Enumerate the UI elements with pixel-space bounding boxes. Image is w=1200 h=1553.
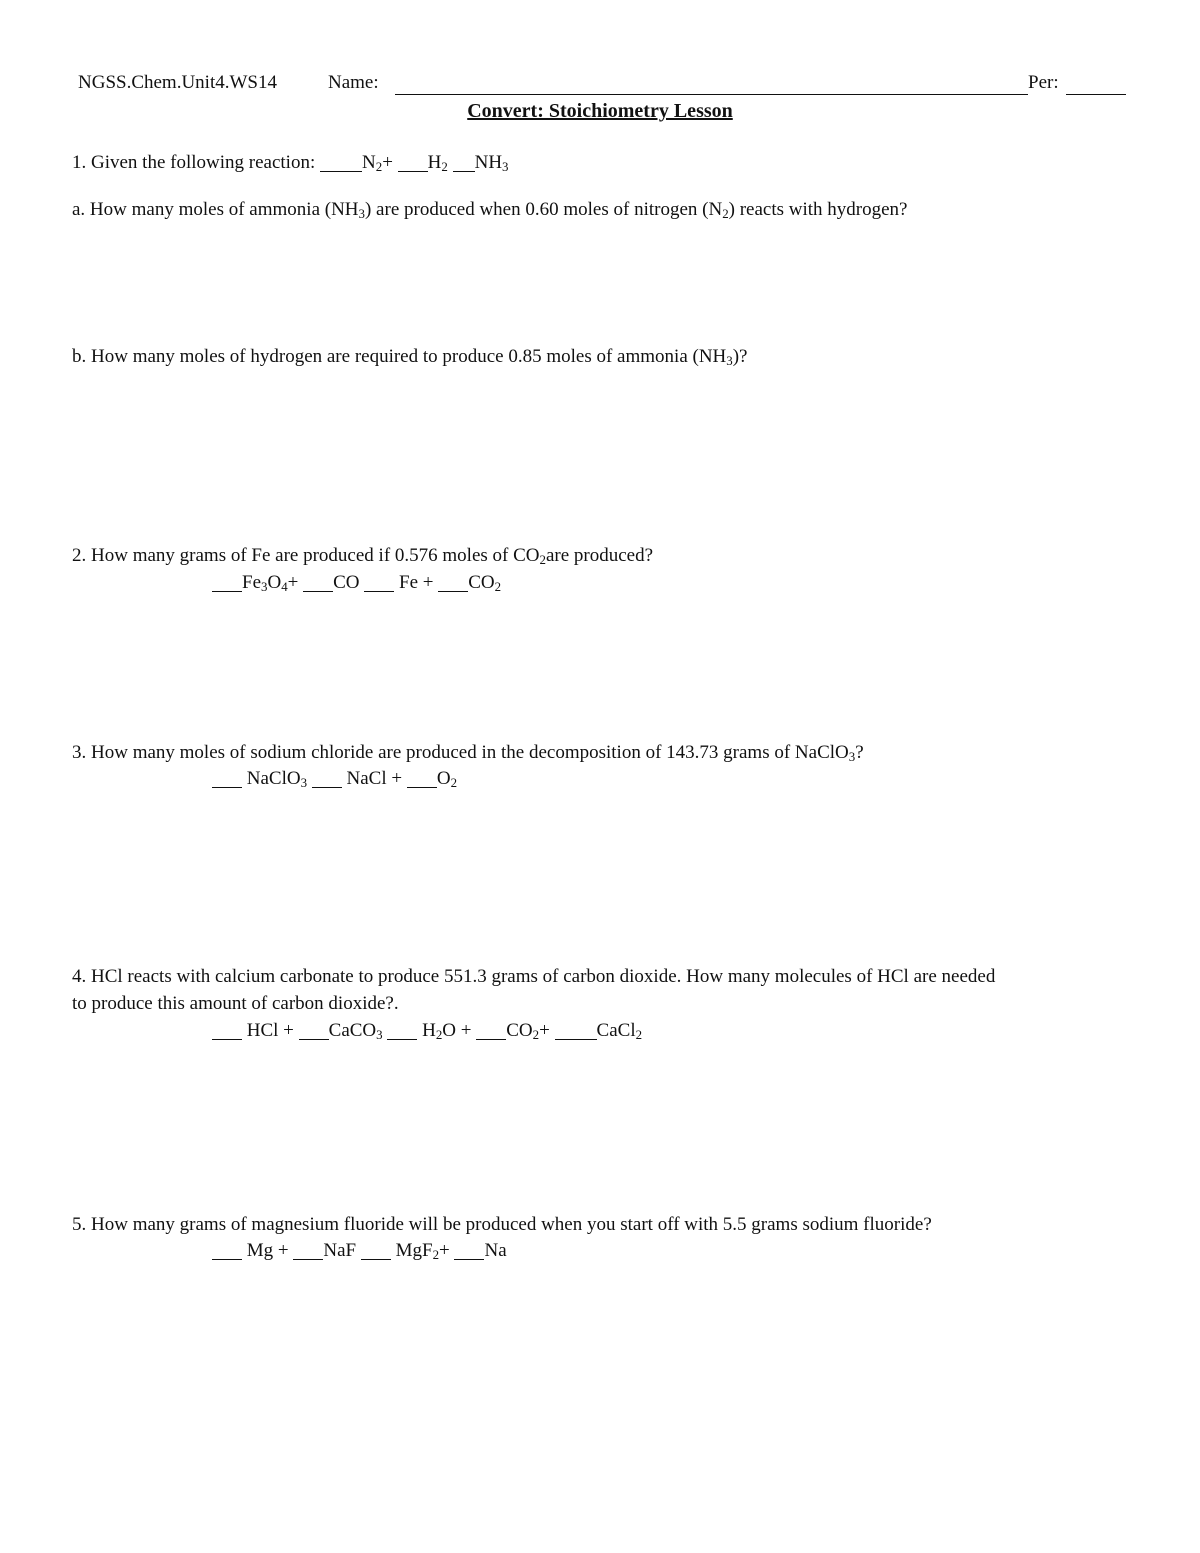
question-5-equation: Mg + NaF MgF$_2$+ Na [212, 1240, 507, 1262]
coefficient-blank[interactable] [555, 1020, 597, 1040]
coefficient-blank[interactable] [454, 1240, 484, 1260]
coefficient-blank[interactable] [212, 1020, 242, 1040]
page-title: Convert: Stoichiometry Lesson [467, 100, 733, 122]
question-4-prompt-line-1: 4. HCl reacts with calcium carbonate to produce 551.3 grams of carbon dioxide. How many molecules of HCl are needed [72, 966, 996, 987]
worksheet-header [78, 72, 1128, 100]
coefficient-blank[interactable] [361, 1240, 391, 1260]
coefficient-blank[interactable] [212, 768, 242, 788]
coefficient-blank[interactable] [320, 152, 362, 172]
name-label: Name: [328, 72, 379, 93]
coefficient-blank[interactable] [212, 572, 242, 592]
question-2-equation: $Fe_3O_4+$ CO $Fe + CO_2$ [212, 572, 501, 594]
coefficient-blank[interactable] [398, 152, 428, 172]
coefficient-blank[interactable] [303, 572, 333, 592]
question-2-prompt: 2. How many grams of Fe are produced if 0.576 moles of $CO_2are$ produced? [72, 545, 654, 568]
question-5-prompt: 5. How many grams of magnesium fluoride will be produced when you start off with 5.5 grams sodium fluoride? [72, 1214, 932, 1235]
coefficient-blank[interactable] [293, 1240, 323, 1260]
coefficient-blank[interactable] [312, 768, 342, 788]
question-4-equation: HCl + CaCO$_3$ $H_2O + CO_2+$ CaCl$_2$ [212, 1020, 642, 1042]
coefficient-blank[interactable] [407, 768, 437, 788]
coefficient-blank[interactable] [364, 572, 394, 592]
question-1a: a. How many moles of ammonia $(NH_3)$ are produced when 0.60 moles of nitrogen $(N_2)$ reacts with hydrogen? [72, 199, 908, 222]
coefficient-blank[interactable] [476, 1020, 506, 1040]
coefficient-blank[interactable] [212, 1240, 242, 1260]
period-label: Per: [1028, 72, 1059, 93]
question-3-equation: NaClO$_3$ NaCl + $O_2$ [212, 768, 457, 790]
coefficient-blank[interactable] [438, 572, 468, 592]
question-3-prompt: 3. How many moles of sodium chloride are produced in the decomposition of 143.73 grams of NaClO$_3$? [72, 742, 864, 765]
course-code: NGSS.Chem.Unit4.WS14 [78, 72, 277, 93]
period-field[interactable] [1066, 72, 1126, 95]
question-4-prompt-line-2: to produce this amount of carbon dioxide?. [72, 993, 399, 1014]
question-1-prompt: 1. Given the following reaction: $N_2+ H_2$ $NH_3$ [72, 152, 509, 175]
question-1b: b. How many moles of hydrogen are required to produce 0.85 moles of ammonia $(NH_3)$? [72, 346, 748, 369]
name-field[interactable] [395, 72, 1028, 95]
coefficient-blank[interactable] [299, 1020, 329, 1040]
coefficient-blank[interactable] [387, 1020, 417, 1040]
coefficient-blank[interactable] [453, 152, 475, 172]
